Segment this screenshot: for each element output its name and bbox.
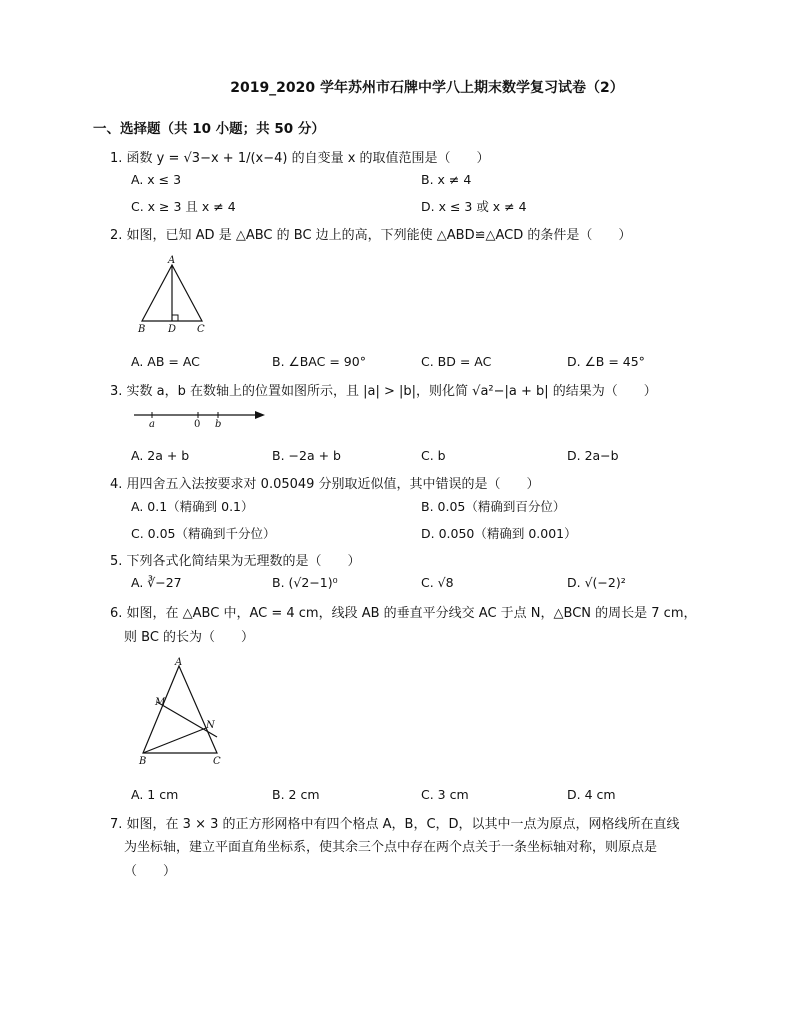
- q5-option-d: D. √(−2)²: [567, 575, 626, 590]
- q3-option-c: C. b: [421, 448, 446, 463]
- question-4-stem: 4. 用四舍五入法按要求对 0.05049 分别取近似值，其中错误的是（ ）: [110, 477, 540, 492]
- question-7-stem-line-2: 为坐标轴，建立平面直角坐标系，使其余三个点中存在两个点关于一条坐标轴对称，则原点是: [124, 840, 658, 855]
- q2-label-c: C: [197, 324, 205, 335]
- q6-triangle-figure: [135, 656, 235, 770]
- q2-label-a: A: [168, 255, 176, 266]
- question-6-stem-line-2: 则 BC 的长为（ ）: [124, 630, 255, 645]
- section-heading: 一、选择题（共 10 小题；共 50 分）: [93, 121, 325, 137]
- q1-option-c: C. x ≥ 3 且 x ≠ 4: [131, 199, 236, 214]
- q4-option-d: D. 0.050（精确到 0.001）: [421, 526, 577, 541]
- q2-option-c: C. BD = AC: [421, 354, 492, 369]
- q6-label-n: N: [206, 720, 215, 731]
- q6-label-a: A: [175, 657, 183, 668]
- q4-option-a: A. 0.1（精确到 0.1）: [131, 499, 254, 514]
- question-1-stem: 1. 函数 y = √3−x + 1/(x−4) 的自变量 x 的取值范围是（ ）: [110, 151, 490, 166]
- q5-option-c: C. √8: [421, 575, 454, 590]
- q3-option-a: A. 2a + b: [131, 448, 190, 463]
- q3-label-zero: 0: [194, 419, 201, 430]
- q6-option-a: A. 1 cm: [131, 787, 179, 802]
- question-6-stem-line-1: 6. 如图，在 △ABC 中，AC = 4 cm，线段 AB 的垂直平分线交 AC 于点 N，△BCN 的周长是 7 cm，: [110, 606, 697, 621]
- q3-option-b: B. −2a + b: [272, 448, 341, 463]
- q6-label-m: M: [155, 697, 166, 708]
- q2-option-b: B. ∠BAC = 90°: [272, 354, 366, 369]
- q1-option-d: D. x ≤ 3 或 x ≠ 4: [421, 199, 527, 214]
- q2-option-a: A. AB = AC: [131, 354, 200, 369]
- q2-label-d: D: [168, 324, 177, 335]
- q5-option-b: B. (√2−1)⁰: [272, 575, 338, 590]
- q3-label-a: a: [149, 419, 155, 430]
- q6-option-c: C. 3 cm: [421, 787, 469, 802]
- q1-option-a: A. x ≤ 3: [131, 172, 182, 187]
- question-7-stem-line-1: 7. 如图，在 3 × 3 的正方形网格中有四个格点 A，B，C，D，以其中一点为原点，网格线所在直线: [110, 817, 680, 832]
- page-title: 2019_2020 学年苏州市石牌中学八上期末数学复习试卷（2）: [230, 80, 624, 96]
- q2-label-b: B: [138, 324, 146, 335]
- q6-option-d: D. 4 cm: [567, 787, 616, 802]
- q6-option-b: B. 2 cm: [272, 787, 320, 802]
- q6-label-b: B: [139, 756, 147, 767]
- q3-option-d: D. 2a−b: [567, 448, 619, 463]
- question-5-stem: 5. 下列各式化简结果为无理数的是（ ）: [110, 554, 361, 569]
- q5-option-a: A. ∛−27: [131, 575, 182, 590]
- q1-option-b: B. x ≠ 4: [421, 172, 472, 187]
- q2-option-d: D. ∠B = 45°: [567, 354, 645, 369]
- q2-triangle-figure: [135, 255, 215, 338]
- q4-option-c: C. 0.05（精确到千分位）: [131, 526, 276, 541]
- q4-option-b: B. 0.05（精确到百分位）: [421, 499, 566, 514]
- question-7-stem-line-3: （ ）: [124, 864, 177, 879]
- question-3-stem: 3. 实数 a，b 在数轴上的位置如图所示，且 |a| > |b|，则化简 √a²−|a + b| 的结果为（ ）: [110, 384, 657, 399]
- q3-number-line: [134, 407, 269, 431]
- question-2-stem: 2. 如图，已知 AD 是 △ABC 的 BC 边上的高，下列能使 △ABD≌△ACD 的条件是（ ）: [110, 228, 632, 243]
- q6-label-c: C: [213, 756, 221, 767]
- q3-label-b: b: [215, 419, 222, 430]
